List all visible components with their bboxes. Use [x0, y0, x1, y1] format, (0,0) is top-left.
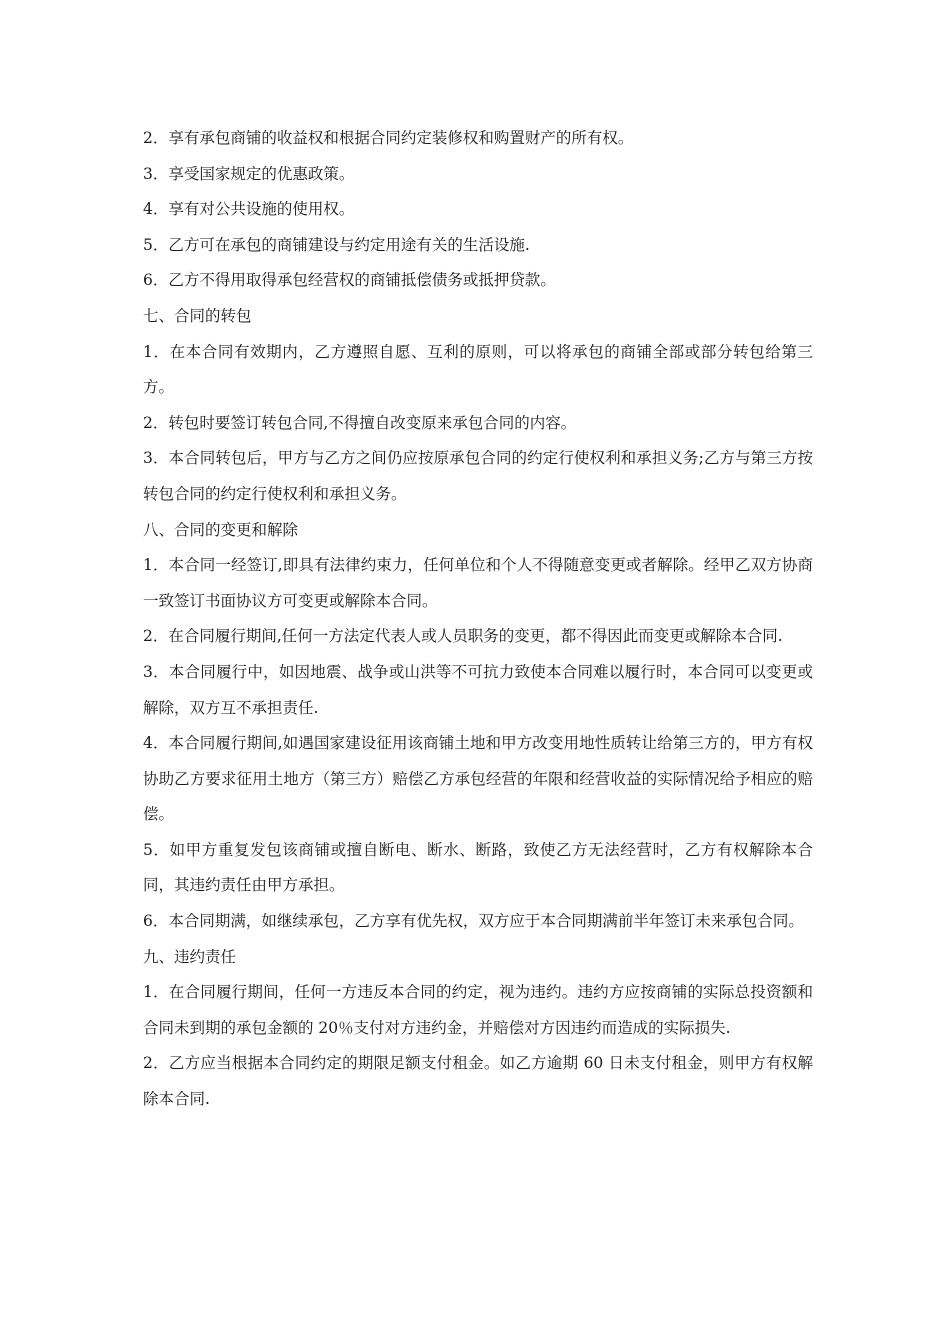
paragraph: 4．本合同履行期间,如遇国家建设征用该商铺土地和甲方改变用地性质转让给第三方的，甲方有权协助乙方要求征用土地方（第三方）赔偿乙方承包经营的年限和经营收益的实际情况给予相应的赔偿。 [143, 734, 813, 824]
paragraph: 1．在合同履行期间，任何一方违反本合同的约定，视为违约。违约方应按商铺的实际总投资额和合同未到期的承包金额的 20％支付对方违约金，并赔偿对方因违约而造成的实际损失. [143, 983, 813, 1037]
paragraph: 1．本合同一经签订,即具有法律约束力，任何单位和个人不得随意变更或者解除。经甲乙双方协商一致签订书面协议方可变更或解除本合同。 [143, 556, 813, 610]
paragraph: 3．享受国家规定的优惠政策。 [143, 164, 355, 183]
section-heading: 八、合同的变更和解除 [143, 520, 299, 539]
paragraph: 2．乙方应当根据本合同约定的期限足额支付租金。如乙方逾期 60 日未支付租金，则甲方有权解除本合同. [143, 1054, 813, 1109]
paragraph: 5．如甲方重复发包该商铺或擅自断电、断水、断路，致使乙方无法经营时，乙方有权解除本合同，其违约责任由甲方承担。 [143, 840, 813, 895]
paragraph: 3．本合同转包后，甲方与乙方之间仍应按原承包合同的约定行使权利和承担义务;乙方与第三方按转包合同的约定行使权利和承担义务。 [143, 449, 813, 503]
paragraph: 2．转包时要签订转包合同,不得擅自改变原来承包合同的内容。 [143, 413, 577, 432]
paragraph: 4．享有对公共设施的使用权。 [143, 200, 355, 219]
paragraph: 5．乙方可在承包的商铺建设与约定用途有关的生活设施. [143, 235, 530, 254]
section-heading: 七、合同的转包 [143, 306, 252, 325]
paragraph: 6．本合同期满，如继续承包，乙方享有优先权，双方应于本合同期满前半年签订未来承包合同。 [143, 912, 804, 931]
paragraph: 6．乙方不得用取得承包经营权的商铺抵偿债务或抵押贷款。 [143, 271, 556, 290]
section-heading: 九、违约责任 [143, 947, 237, 966]
paragraph: 2．享有承包商铺的收益权和根据合同约定装修权和购置财产的所有权。 [143, 129, 634, 147]
document-body [143, 121, 813, 1118]
paragraph: 3．本合同履行中，如因地震、战争或山洪等不可抗力致使本合同难以履行时，本合同可以变更或解除，双方互不承担责任. [143, 662, 813, 717]
paragraph: 2．在合同履行期间,任何一方法定代表人或人员职务的变更，都不得因此而变更或解除本合同. [143, 627, 783, 646]
paragraph: 1．在本合同有效期内，乙方遵照自愿、互利的原则，可以将承包的商铺全部或部分转包给第三方。 [143, 342, 813, 397]
